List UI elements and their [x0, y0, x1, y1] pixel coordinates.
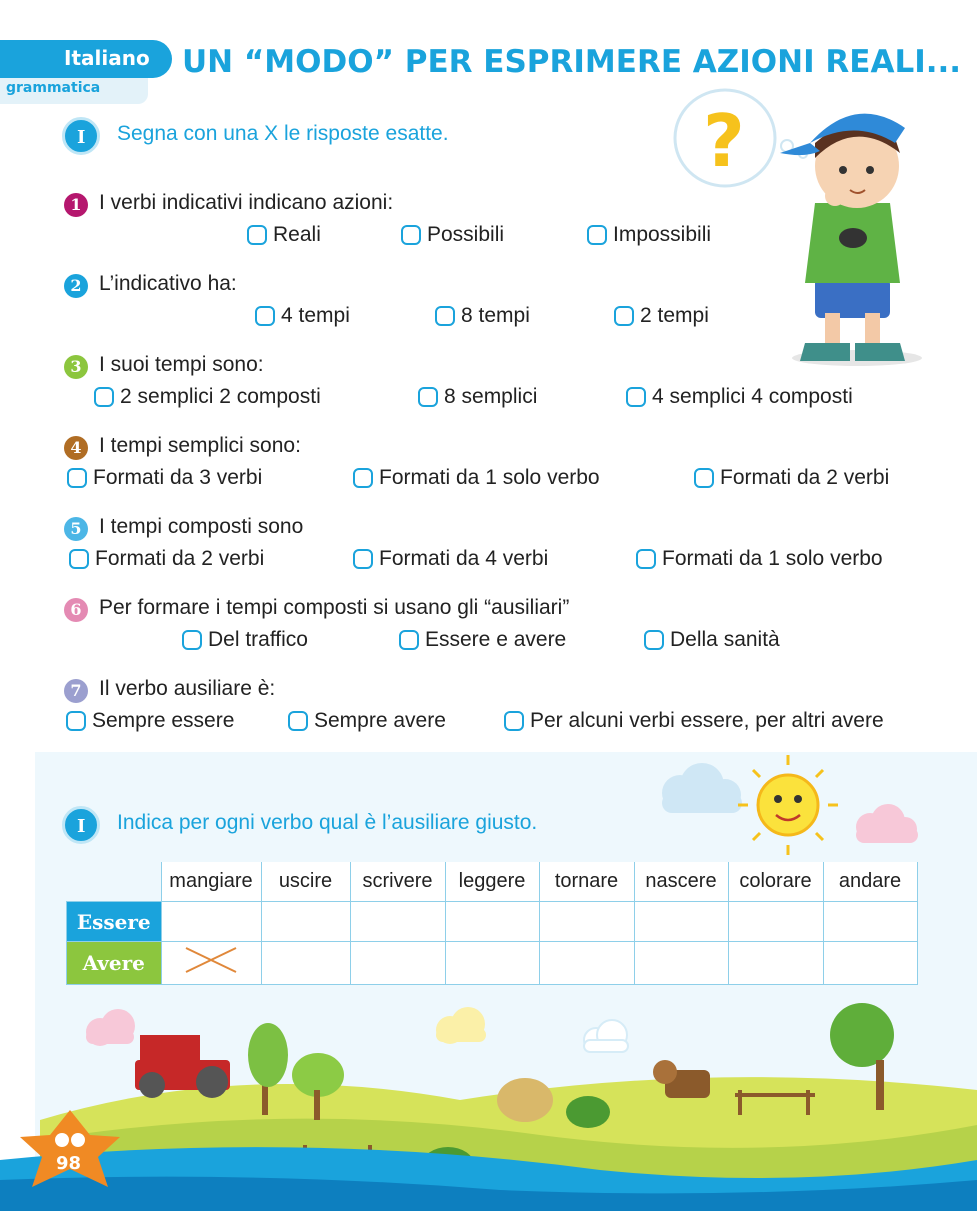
- table-row: [67, 942, 918, 985]
- answer-checkbox[interactable]: [435, 306, 455, 326]
- verb-header: nascere: [634, 862, 728, 902]
- svg-text:I: I: [77, 816, 86, 837]
- question-text: I tempi composti sono: [99, 515, 304, 538]
- answer-checkbox[interactable]: [614, 306, 634, 326]
- answer-option[interactable]: 4 tempi: [255, 304, 350, 328]
- answer-checkbox[interactable]: [69, 549, 89, 569]
- answer-checkbox[interactable]: [418, 387, 438, 407]
- answer-checkbox[interactable]: [67, 468, 87, 488]
- answer-cell[interactable]: [634, 942, 728, 985]
- cross-mark-icon: [176, 942, 246, 978]
- answer-option[interactable]: Formati da 1 solo verbo: [636, 547, 883, 571]
- answer-option[interactable]: 8 tempi: [435, 304, 530, 328]
- answer-checkbox[interactable]: [255, 306, 275, 326]
- auxiliary-table: [66, 862, 918, 985]
- verb-header: scrivere: [350, 862, 445, 902]
- answer-option[interactable]: 4 semplici 4 composti: [626, 385, 853, 409]
- answer-checkbox[interactable]: [353, 549, 373, 569]
- answer-checkbox[interactable]: [353, 468, 373, 488]
- answer-option[interactable]: Formati da 4 verbi: [353, 547, 548, 571]
- answer-option[interactable]: Sempre essere: [66, 709, 234, 733]
- answer-checkbox[interactable]: [644, 630, 664, 650]
- page-title: UN “MODO” PER ESPRIMERE AZIONI REALI...: [182, 44, 962, 80]
- question-number: 1: [64, 193, 88, 217]
- answer-checkbox[interactable]: [694, 468, 714, 488]
- answer-cell[interactable]: [728, 942, 823, 985]
- answer-cell[interactable]: [261, 942, 350, 985]
- answer-cell[interactable]: [261, 902, 350, 942]
- answer-cell[interactable]: [539, 902, 634, 942]
- answer-cell[interactable]: [823, 902, 917, 942]
- answer-option[interactable]: Della sanità: [644, 628, 780, 652]
- answer-option[interactable]: Reali: [247, 223, 321, 247]
- answer-option[interactable]: Possibili: [401, 223, 504, 247]
- topic-label: grammatica: [6, 80, 101, 96]
- verb-header: tornare: [539, 862, 634, 902]
- answer-cell-marked[interactable]: [161, 942, 261, 985]
- farm-landscape-illustration: [0, 990, 977, 1211]
- row-label-essere: Essere: [67, 902, 162, 942]
- answer-option[interactable]: 2 tempi: [614, 304, 709, 328]
- answer-cell[interactable]: [728, 902, 823, 942]
- question-number: 3: [64, 355, 88, 379]
- sun-clouds-illustration: [640, 755, 920, 865]
- answer-cell[interactable]: [445, 942, 539, 985]
- exercise-icon: [62, 117, 100, 155]
- verb-header: andare: [823, 862, 917, 902]
- question-text: I tempi semplici sono:: [99, 434, 301, 457]
- answer-checkbox[interactable]: [401, 225, 421, 245]
- answer-option[interactable]: Del traffico: [182, 628, 308, 652]
- answer-checkbox[interactable]: [587, 225, 607, 245]
- answer-option[interactable]: 8 semplici: [418, 385, 537, 409]
- answer-checkbox[interactable]: [288, 711, 308, 731]
- answer-option[interactable]: Sempre avere: [288, 709, 446, 733]
- answer-cell[interactable]: [445, 902, 539, 942]
- question-number: 4: [64, 436, 88, 460]
- verb-header: leggere: [445, 862, 539, 902]
- answer-option[interactable]: Essere e avere: [399, 628, 566, 652]
- answer-cell[interactable]: [350, 902, 445, 942]
- answer-option[interactable]: Per alcuni verbi essere, per altri avere: [504, 709, 884, 733]
- question-text: Il verbo ausiliare è:: [99, 677, 276, 700]
- answer-option[interactable]: 2 semplici 2 composti: [94, 385, 321, 409]
- answer-cell[interactable]: [634, 902, 728, 942]
- answer-cell[interactable]: [823, 942, 917, 985]
- answer-cell[interactable]: [539, 942, 634, 985]
- answer-option[interactable]: Formati da 1 solo verbo: [353, 466, 600, 490]
- answer-option[interactable]: Formati da 2 verbi: [694, 466, 889, 490]
- exercise-i-icon: [65, 809, 97, 841]
- question-number: 2: [64, 274, 88, 298]
- answer-option[interactable]: Formati da 2 verbi: [69, 547, 264, 571]
- question-number: 6: [64, 598, 88, 622]
- question-text: L’indicativo ha:: [99, 272, 237, 295]
- question-text: I suoi tempi sono:: [99, 353, 264, 376]
- exercise-icon: [62, 806, 100, 844]
- row-label-avere: Avere: [67, 942, 162, 985]
- exercise1-instruction: Segna con una X le risposte esatte.: [117, 122, 449, 145]
- question-text: I verbi indicativi indicano azioni:: [99, 191, 394, 214]
- question-number: 5: [64, 517, 88, 541]
- answer-option[interactable]: Formati da 3 verbi: [67, 466, 262, 490]
- table-row: [67, 902, 918, 942]
- answer-checkbox[interactable]: [94, 387, 114, 407]
- answer-checkbox[interactable]: [182, 630, 202, 650]
- answer-checkbox[interactable]: [504, 711, 524, 731]
- verb-header: colorare: [728, 862, 823, 902]
- page-number: 98: [56, 1153, 82, 1174]
- answer-cell[interactable]: [161, 902, 261, 942]
- table-corner: [67, 862, 162, 902]
- subject-label: Italiano: [64, 46, 150, 70]
- verb-header: uscire: [261, 862, 350, 902]
- table-header-row: [67, 862, 918, 902]
- svg-text:I: I: [77, 127, 86, 148]
- svg-text:?: ?: [703, 99, 745, 183]
- exercise2-instruction: Indica per ogni verbo qual è l’ausiliare giusto.: [117, 811, 538, 834]
- answer-cell[interactable]: [350, 942, 445, 985]
- topic-tab: [0, 78, 148, 104]
- answer-checkbox[interactable]: [66, 711, 86, 731]
- answer-checkbox[interactable]: [636, 549, 656, 569]
- answer-checkbox[interactable]: [399, 630, 419, 650]
- exercise-i-icon: [65, 120, 97, 152]
- verb-header: mangiare: [161, 862, 261, 902]
- answer-option[interactable]: Impossibili: [587, 223, 711, 247]
- question-text: Per formare i tempi composti si usano gli “ausiliari”: [99, 596, 570, 619]
- subject-tab: [0, 40, 172, 78]
- answer-checkbox[interactable]: [626, 387, 646, 407]
- question-number: 7: [64, 679, 88, 703]
- answer-checkbox[interactable]: [247, 225, 267, 245]
